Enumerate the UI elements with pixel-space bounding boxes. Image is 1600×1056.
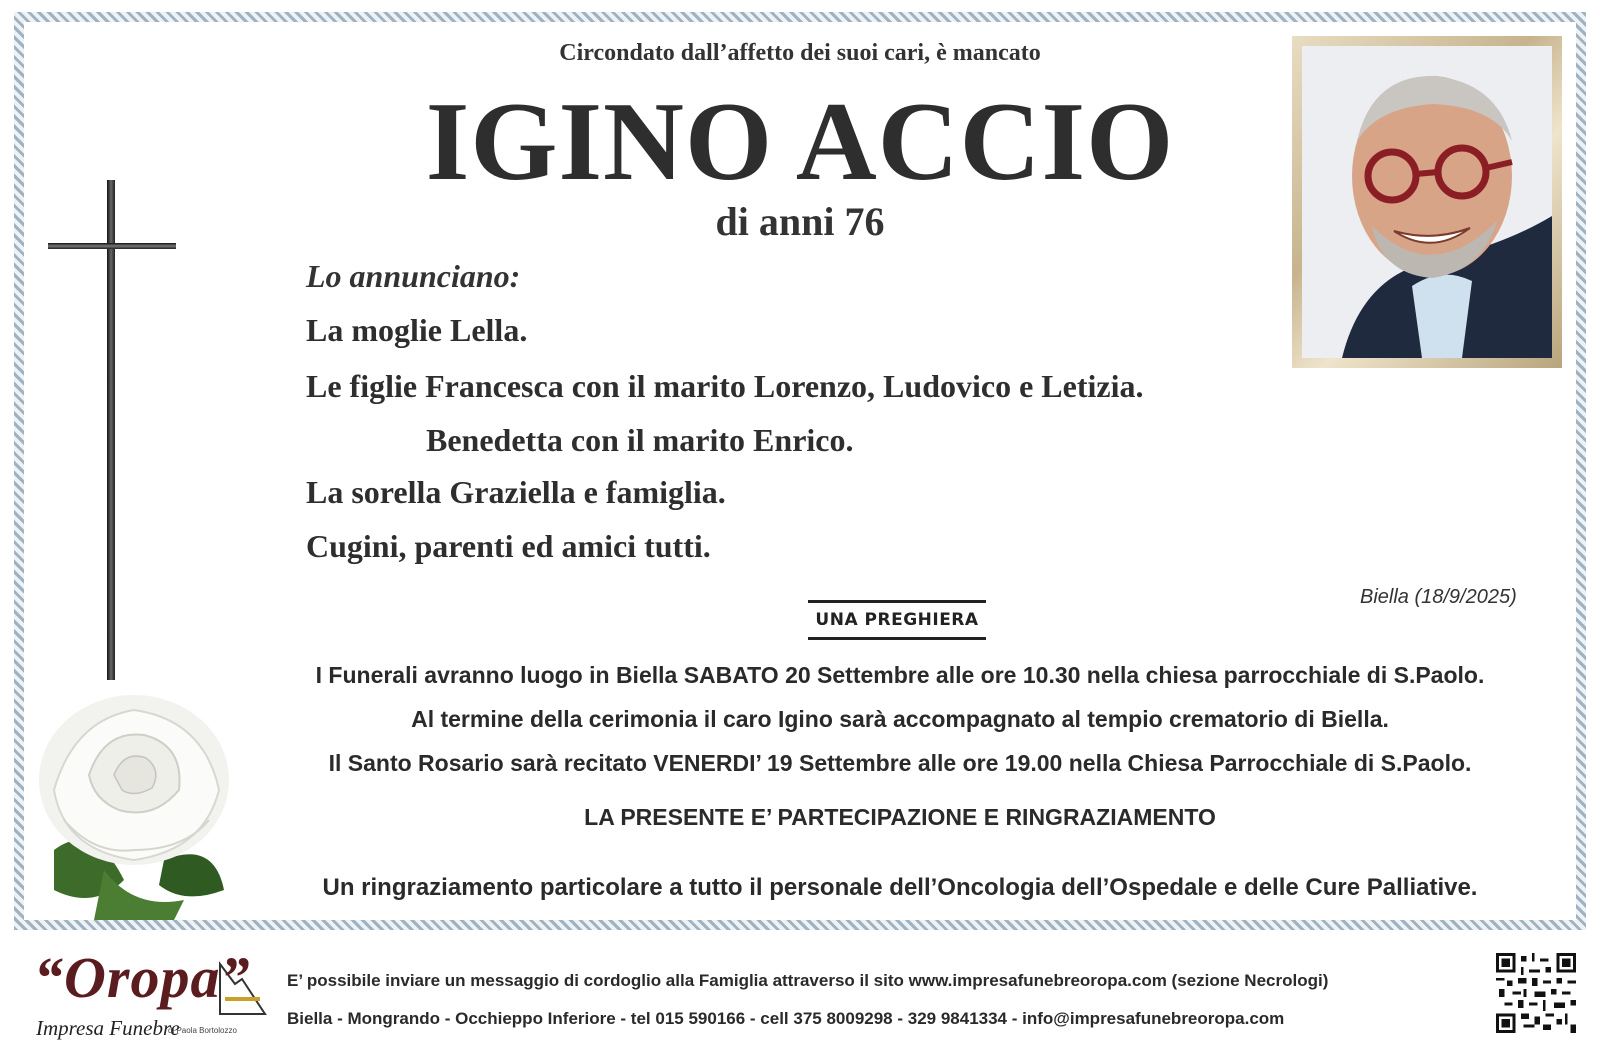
intro-text: Circondato dall’affetto dei suoi cari, è mancato [559,40,1041,66]
contact-info: Biella - Mongrando - Occhieppo Inferiore - tel 015 590166 - cell 375 8009298 - 329 9841334 - info@impresafunebreoropa.com [287,1009,1285,1028]
announcer-line: Benedetta con il marito Enrico. [426,422,854,458]
portrait-photo [1302,46,1552,358]
announcer-line: La sorella Graziella e famiglia. [306,474,726,510]
announcer-line: La moglie Lella. [306,312,528,348]
logo-owner: di Paola Bortolozzo [168,1026,237,1035]
funeral-line: Al termine della cerimonia il caro Igino sarà accompagnato al tempio crematorio di Biella. [411,706,1389,732]
funeral-line: Il Santo Rosario sarà recitato VENERDI’ 19 Settembre alle ore 19.00 nella Chiesa Parrocchiale di S.Paolo. [328,750,1472,776]
qr-code-icon[interactable] [1496,950,1576,1036]
age-text: di anni 76 [715,199,885,244]
deceased-name: IGINO ACCIO [425,80,1175,204]
funeral-line: I Funerali avranno luogo in Biella SABATO 20 Settembre alle ore 10.30 nella chiesa parrocchiale di S.Paolo. [315,662,1485,688]
portrait-illustration [1302,46,1552,358]
participation-text: LA PRESENTE E’ PARTECIPAZIONE E RINGRAZIAMENTO [584,804,1216,830]
thanks-text: Un ringraziamento particolare a tutto il personale dell’Oncologia dell’Ospedale e delle Cure Palliative. [322,874,1478,901]
logo-subtitle: Impresa Funebre [36,1016,180,1040]
prayer-label: UNA PREGHIERA [808,600,986,640]
announcers-heading: Lo annunciano: [306,258,521,294]
condolence-message: E’ possibile inviare un messaggio di cordoglio alla Famiglia attraverso il sito www.impresafunebreoropa.com (sezione Necrologi) [287,971,1329,990]
portrait-frame [1292,36,1562,368]
white-rose-icon [34,680,234,920]
announcer-line: Le figlie Francesca con il marito Lorenzo, Ludovico e Letizia. [306,368,1144,404]
cross-bar [48,243,176,249]
cross-icon [107,180,115,680]
place-date: Biella (18/9/2025) [1360,586,1517,608]
announcer-line: Cugini, parenti ed amici tutti. [306,528,711,564]
logo-title: “Oropa” [34,945,251,1010]
